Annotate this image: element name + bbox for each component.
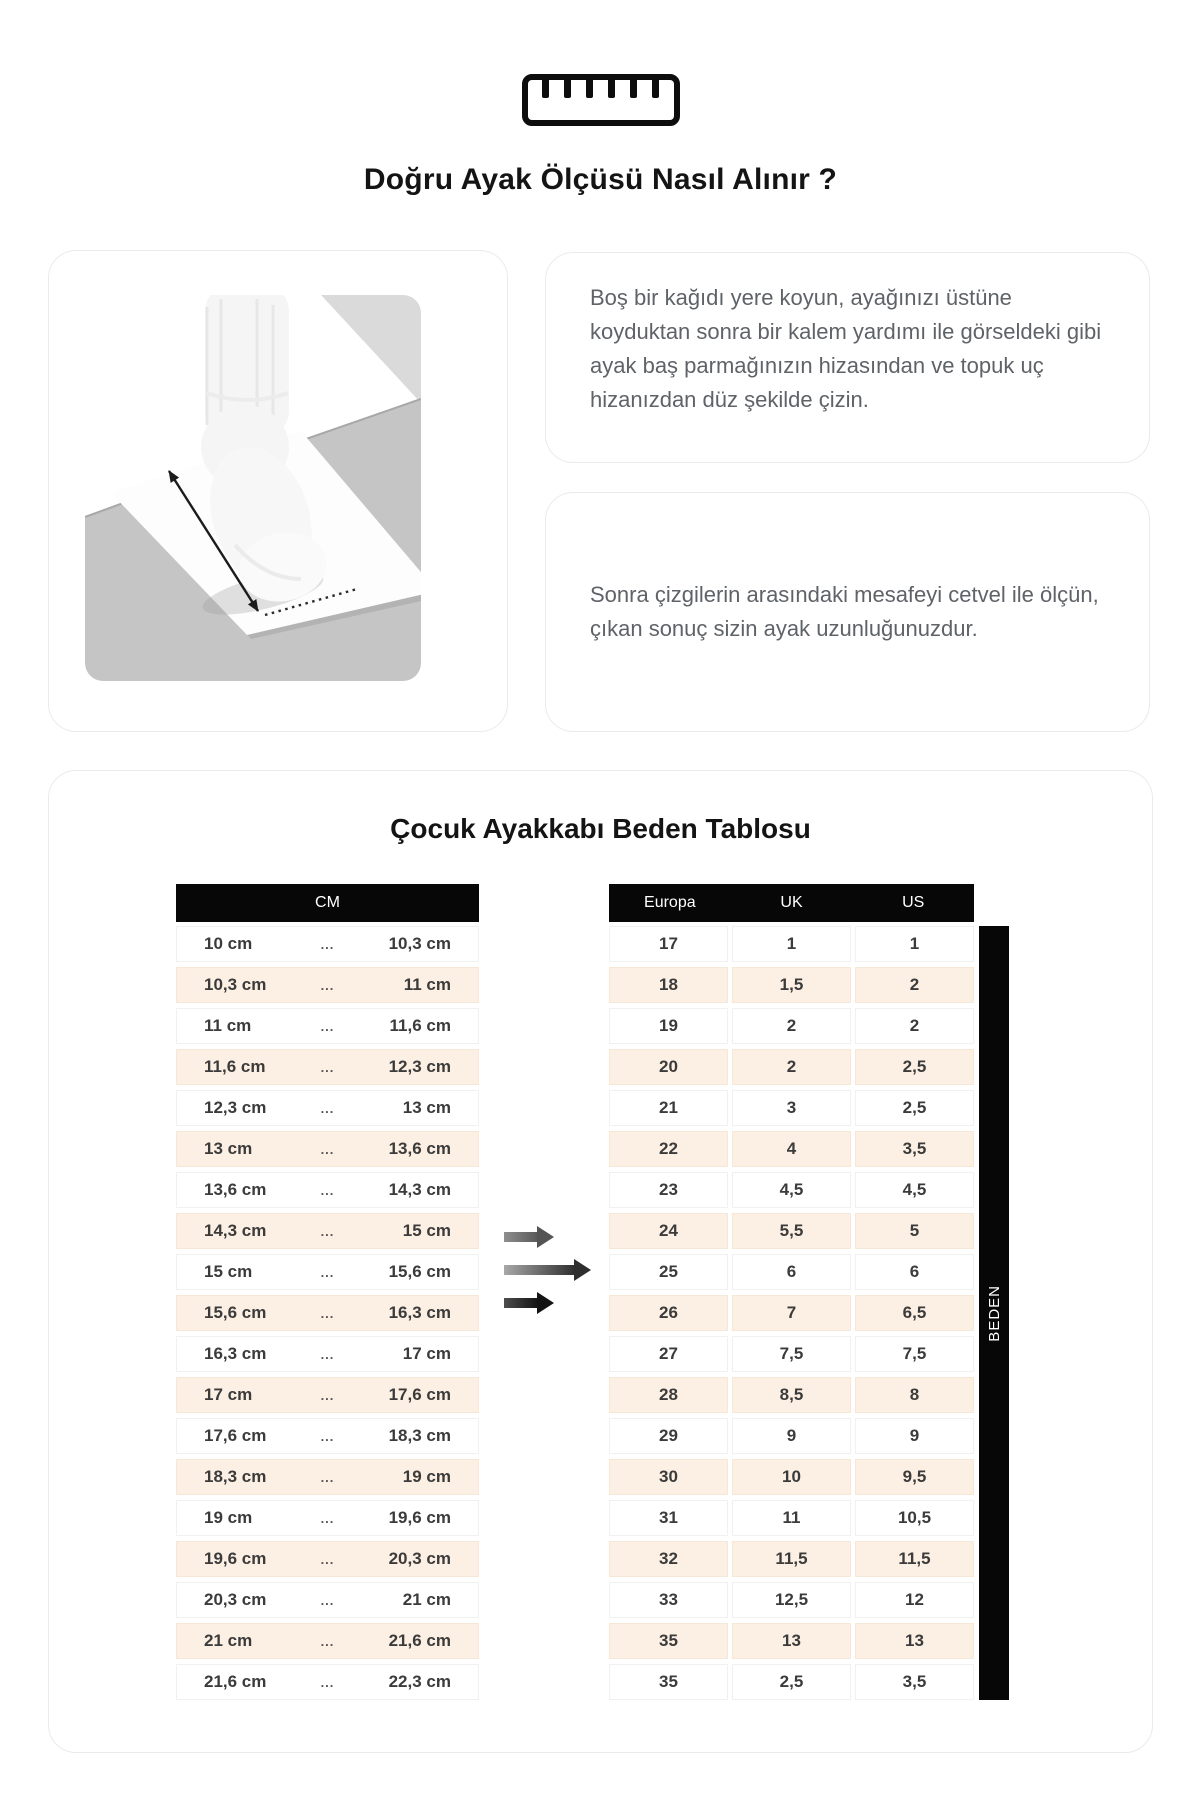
- ruler-tick: [586, 80, 593, 98]
- size-value: 27: [609, 1336, 728, 1372]
- cm-from-value: 17 cm: [204, 1385, 253, 1404]
- size-value: 10: [732, 1459, 851, 1495]
- table-row: [176, 1008, 479, 1044]
- cm-to-value: 10,3 cm: [388, 934, 451, 953]
- size-table-header: [609, 884, 974, 922]
- size-value: 4,5: [732, 1172, 851, 1208]
- cm-to-value: 11 cm: [403, 975, 451, 994]
- size-value: 8: [855, 1377, 974, 1413]
- size-chart-title: Çocuk Ayakkabı Beden Tablosu: [390, 813, 811, 844]
- cm-to-value: 15 cm: [402, 1221, 451, 1240]
- size-value: 13: [855, 1623, 974, 1659]
- size-chart-card: [48, 770, 1153, 1753]
- size-value: 21: [609, 1090, 728, 1126]
- cm-to-value: 16,3 cm: [388, 1303, 451, 1322]
- beden-label: BEDEN: [985, 1284, 1003, 1342]
- size-value: 11,5: [732, 1541, 851, 1577]
- size-value: 12: [855, 1582, 974, 1618]
- cm-to-value: 12,3 cm: [388, 1057, 451, 1076]
- cm-from-value: 14,3 cm: [204, 1221, 267, 1240]
- cm-to-value: 19,6 cm: [388, 1508, 451, 1527]
- table-row: [609, 1008, 974, 1044]
- cm-table: [176, 884, 479, 1705]
- size-table: [609, 884, 974, 1705]
- size-value: 4,5: [855, 1172, 974, 1208]
- cm-from-value: 11 cm: [204, 1016, 252, 1035]
- cm-to-value: 21 cm: [402, 1590, 451, 1609]
- size-value: 6: [732, 1254, 851, 1290]
- ruler-tick: [564, 80, 571, 98]
- range-dots: ...: [320, 1018, 335, 1034]
- ruler-tick: [542, 80, 549, 98]
- range-dots: ...: [320, 1674, 335, 1690]
- range-dots: ...: [320, 936, 335, 952]
- size-value: 5: [855, 1213, 974, 1249]
- size-value: 30: [609, 1459, 728, 1495]
- range-dots: ...: [320, 1510, 335, 1526]
- cm-from-value: 17,6 cm: [204, 1426, 267, 1445]
- foot-measurement-card: [48, 250, 508, 732]
- table-row: [176, 1213, 479, 1249]
- table-row: [609, 1623, 974, 1659]
- size-value: 29: [609, 1418, 728, 1454]
- table-row: [609, 1418, 974, 1454]
- size-value: 9: [855, 1418, 974, 1454]
- size-value: 11: [732, 1500, 851, 1536]
- size-value: 20: [609, 1049, 728, 1085]
- table-row: [609, 967, 974, 1003]
- size-value: 6: [855, 1254, 974, 1290]
- table-row: [609, 1582, 974, 1618]
- size-value: 2,5: [855, 1090, 974, 1126]
- size-value: 9: [732, 1418, 851, 1454]
- instruction-card-2: [545, 492, 1150, 732]
- size-value: 12,5: [732, 1582, 851, 1618]
- cm-from-value: 18,3 cm: [204, 1467, 267, 1486]
- size-value: 2: [732, 1049, 851, 1085]
- size-value: 31: [609, 1500, 728, 1536]
- cm-from-value: 15 cm: [204, 1262, 253, 1281]
- table-row: [609, 1213, 974, 1249]
- size-value: 1: [855, 926, 974, 962]
- range-dots: ...: [320, 1264, 335, 1280]
- size-value: 19: [609, 1008, 728, 1044]
- table-row: [176, 926, 479, 962]
- size-value: 7: [732, 1295, 851, 1331]
- size-value: 35: [609, 1623, 728, 1659]
- table-row: [609, 1295, 974, 1331]
- cm-to-value: 11,6 cm: [389, 1016, 451, 1035]
- table-row: [609, 1090, 974, 1126]
- size-value: 2: [732, 1008, 851, 1044]
- cm-to-value: 18,3 cm: [388, 1426, 451, 1445]
- instruction-text-2: Sonra çizgilerin arasındaki mesafeyi cetvel ile ölçün, çıkan sonuç sizin ayak uzunluğunuzdur.: [590, 582, 1099, 641]
- table-row: [176, 1131, 479, 1167]
- page-title: Doğru Ayak Ölçüsü Nasıl Alınır ?: [363, 163, 838, 196]
- size-value: 28: [609, 1377, 728, 1413]
- size-value: 35: [609, 1664, 728, 1700]
- range-dots: ...: [320, 1592, 335, 1608]
- size-value: 24: [609, 1213, 728, 1249]
- range-dots: ...: [320, 977, 335, 993]
- size-value: 17: [609, 926, 728, 962]
- cm-from-value: 10 cm: [204, 934, 253, 953]
- cm-to-value: 15,6 cm: [388, 1262, 451, 1281]
- size-value: 1,5: [732, 967, 851, 1003]
- size-value: 1: [732, 926, 851, 962]
- table-row: [176, 1623, 479, 1659]
- size-value: 2: [855, 967, 974, 1003]
- ruler-tick: [630, 80, 637, 98]
- cm-from-value: 21 cm: [204, 1631, 253, 1650]
- table-row: [609, 926, 974, 962]
- range-dots: ...: [320, 1428, 335, 1444]
- conversion-arrows: [504, 1226, 594, 1325]
- range-dots: ...: [320, 1387, 335, 1403]
- table-row: [176, 1541, 479, 1577]
- size-value: 2: [855, 1008, 974, 1044]
- table-row: [609, 1336, 974, 1372]
- table-row: [609, 1172, 974, 1208]
- cm-to-value: 17,6 cm: [388, 1385, 451, 1404]
- cm-to-value: 13 cm: [402, 1098, 451, 1117]
- cm-to-value: 14,3 cm: [388, 1180, 451, 1199]
- size-value: 2,5: [732, 1664, 851, 1700]
- size-value: 8,5: [732, 1377, 851, 1413]
- uk-header-label: UK: [780, 894, 803, 911]
- size-value: 4: [732, 1131, 851, 1167]
- cm-header-label: CM: [315, 894, 340, 911]
- size-value: 18: [609, 967, 728, 1003]
- cm-from-value: 19 cm: [204, 1508, 253, 1527]
- table-row: [609, 1131, 974, 1167]
- arrow-right-icon: [504, 1292, 554, 1314]
- table-row: [176, 967, 479, 1003]
- size-value: 2,5: [855, 1049, 974, 1085]
- cm-to-value: 22,3 cm: [388, 1672, 451, 1691]
- arrow-right-icon: [504, 1259, 591, 1281]
- size-value: 3,5: [855, 1664, 974, 1700]
- instruction-card-1: [545, 252, 1150, 463]
- table-row: [176, 1336, 479, 1372]
- cm-to-value: 17 cm: [402, 1344, 451, 1363]
- cm-from-value: 19,6 cm: [204, 1549, 267, 1568]
- table-row: [176, 1500, 479, 1536]
- range-dots: ...: [320, 1633, 335, 1649]
- cm-table-header: [176, 884, 479, 922]
- table-row: [609, 1500, 974, 1536]
- range-dots: ...: [320, 1223, 335, 1239]
- arrow-right-icon: [504, 1226, 554, 1248]
- size-value: 7,5: [732, 1336, 851, 1372]
- cm-to-value: 19 cm: [402, 1467, 451, 1486]
- table-row: [176, 1049, 479, 1085]
- cm-from-value: 15,6 cm: [204, 1303, 267, 1322]
- size-value: 22: [609, 1131, 728, 1167]
- cm-from-value: 13 cm: [204, 1139, 253, 1158]
- size-value: 9,5: [855, 1459, 974, 1495]
- size-table-body: [609, 926, 974, 1700]
- size-value: 6,5: [855, 1295, 974, 1331]
- ruler-tick: [608, 80, 615, 98]
- instruction-text-1: Boş bir kağıdı yere koyun, ayağınızı üstüne koyduktan sonra bir kalem yardımı ile görseldeki gibi ayak baş parmağınızın hizasından ve topuk uç hizanızdan düz şekilde çizin.: [590, 285, 1102, 412]
- foot-measurement-image: [85, 295, 421, 681]
- table-row: [176, 1377, 479, 1413]
- table-row: [176, 1295, 479, 1331]
- range-dots: ...: [320, 1469, 335, 1485]
- cm-from-value: 21,6 cm: [204, 1672, 267, 1691]
- table-row: [609, 1664, 974, 1700]
- cm-to-value: 21,6 cm: [388, 1631, 451, 1650]
- table-row: [609, 1541, 974, 1577]
- cm-from-value: 11,6 cm: [204, 1057, 266, 1076]
- size-value: 32: [609, 1541, 728, 1577]
- ruler-icon: [522, 74, 680, 126]
- table-row: [609, 1377, 974, 1413]
- table-row: [176, 1459, 479, 1495]
- cm-from-value: 10,3 cm: [204, 975, 267, 994]
- cm-to-value: 13,6 cm: [388, 1139, 451, 1158]
- table-row: [176, 1582, 479, 1618]
- cm-from-value: 13,6 cm: [204, 1180, 267, 1199]
- range-dots: ...: [320, 1059, 335, 1075]
- size-value: 23: [609, 1172, 728, 1208]
- size-value: 26: [609, 1295, 728, 1331]
- table-row: [176, 1090, 479, 1126]
- size-value: 33: [609, 1582, 728, 1618]
- size-value: 5,5: [732, 1213, 851, 1249]
- range-dots: ...: [320, 1182, 335, 1198]
- size-value: 7,5: [855, 1336, 974, 1372]
- table-row: [609, 1254, 974, 1290]
- table-row: [609, 1049, 974, 1085]
- table-row: [176, 1172, 479, 1208]
- cm-from-value: 12,3 cm: [204, 1098, 267, 1117]
- range-dots: ...: [320, 1551, 335, 1567]
- table-row: [176, 1254, 479, 1290]
- range-dots: ...: [320, 1346, 335, 1362]
- cm-table-body: [176, 926, 479, 1700]
- europa-header-label: Europa: [644, 894, 696, 911]
- size-value: 10,5: [855, 1500, 974, 1536]
- range-dots: ...: [320, 1100, 335, 1116]
- table-row: [176, 1664, 479, 1700]
- us-header-label: US: [902, 894, 925, 911]
- table-row: [609, 1459, 974, 1495]
- cm-from-value: 20,3 cm: [204, 1590, 267, 1609]
- cm-from-value: 16,3 cm: [204, 1344, 267, 1363]
- cm-to-value: 20,3 cm: [388, 1549, 451, 1568]
- range-dots: ...: [320, 1141, 335, 1157]
- size-value: 13: [732, 1623, 851, 1659]
- beden-side-bar: [979, 926, 1009, 1700]
- size-value: 3: [732, 1090, 851, 1126]
- size-value: 25: [609, 1254, 728, 1290]
- range-dots: ...: [320, 1305, 335, 1321]
- ruler-tick: [652, 80, 659, 98]
- size-value: 3,5: [855, 1131, 974, 1167]
- size-value: 11,5: [855, 1541, 974, 1577]
- table-row: [176, 1418, 479, 1454]
